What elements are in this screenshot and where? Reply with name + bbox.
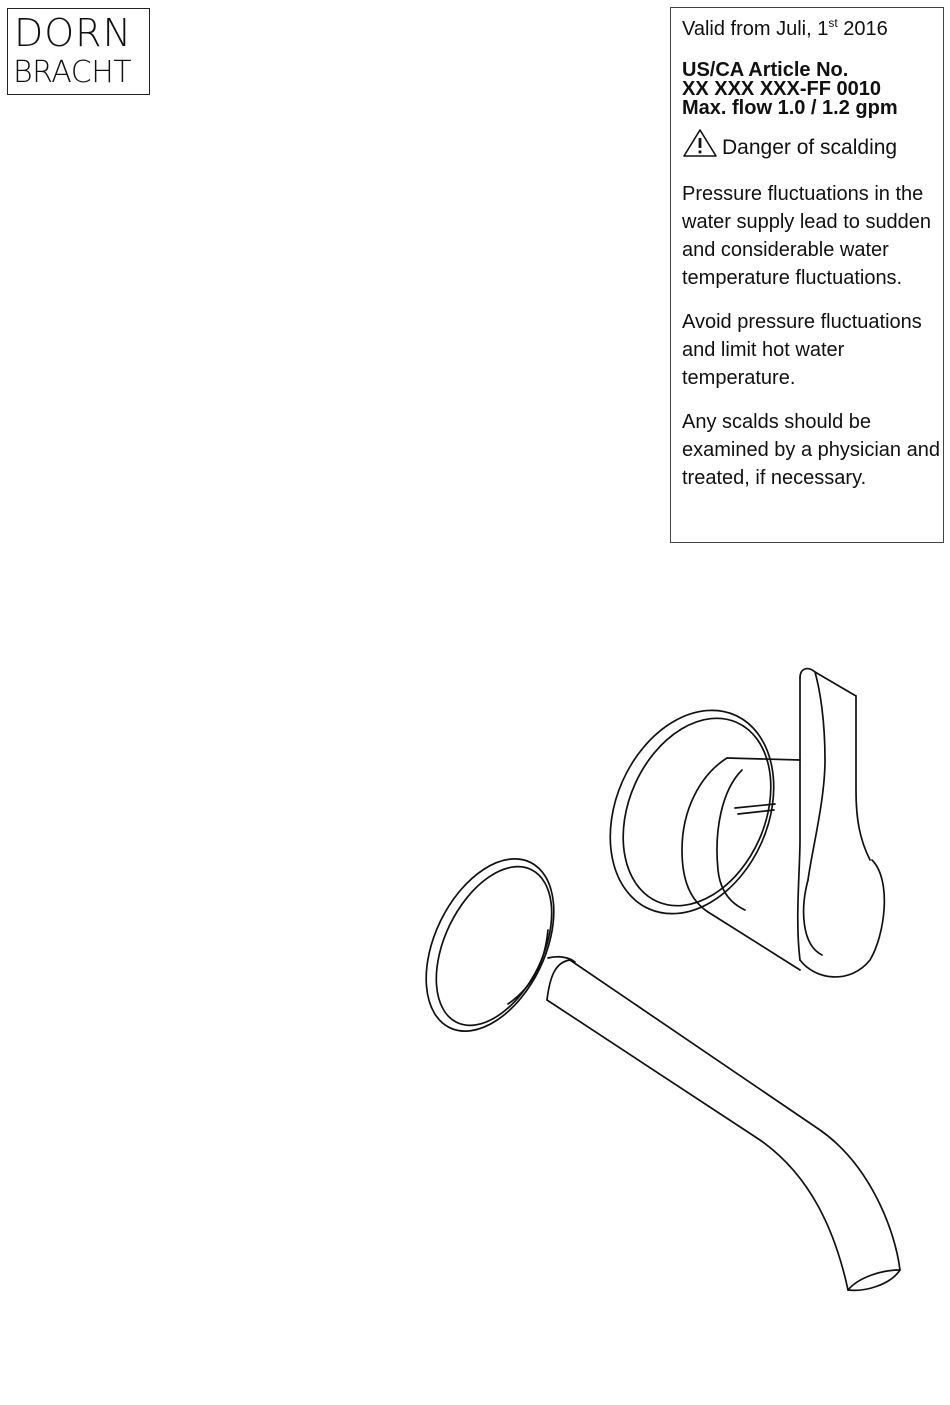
safety-notice-box <box>670 7 944 543</box>
paragraph-avoid: Avoid pressure fluctuations and limit hot water temperature. <box>682 311 922 389</box>
validity-date: Valid from Juli, 1st 2016 <box>682 16 888 40</box>
danger-heading <box>682 128 943 166</box>
spout-rosette <box>400 838 580 1052</box>
max-flow: Max. flow 1.0 / 1.2 gpm <box>682 97 898 119</box>
lever-handle <box>798 669 885 977</box>
logo-line-2: BRACHT <box>13 55 132 90</box>
article-label: US/CA Article No. <box>682 59 849 81</box>
mixer-body <box>682 758 800 970</box>
article-number: XX XXX XXX-FF 0010 <box>682 78 881 100</box>
spout <box>508 930 900 1290</box>
warning-triangle-icon <box>682 128 718 166</box>
faucet-illustration <box>400 640 950 1360</box>
logo-line-1: DORN <box>14 11 132 55</box>
paragraph-scalds: Any scalds should be examined by a physician and treated, if necessary. <box>682 411 940 489</box>
dornbracht-logo <box>7 8 150 95</box>
mixer-rosette <box>579 684 804 939</box>
article-info <box>682 61 943 118</box>
danger-title: Danger of scalding <box>722 136 898 159</box>
paragraph-pressure: Pressure fluctuations in the water supply lead to sudden and considerable water temperature fluctuations. <box>682 183 932 289</box>
